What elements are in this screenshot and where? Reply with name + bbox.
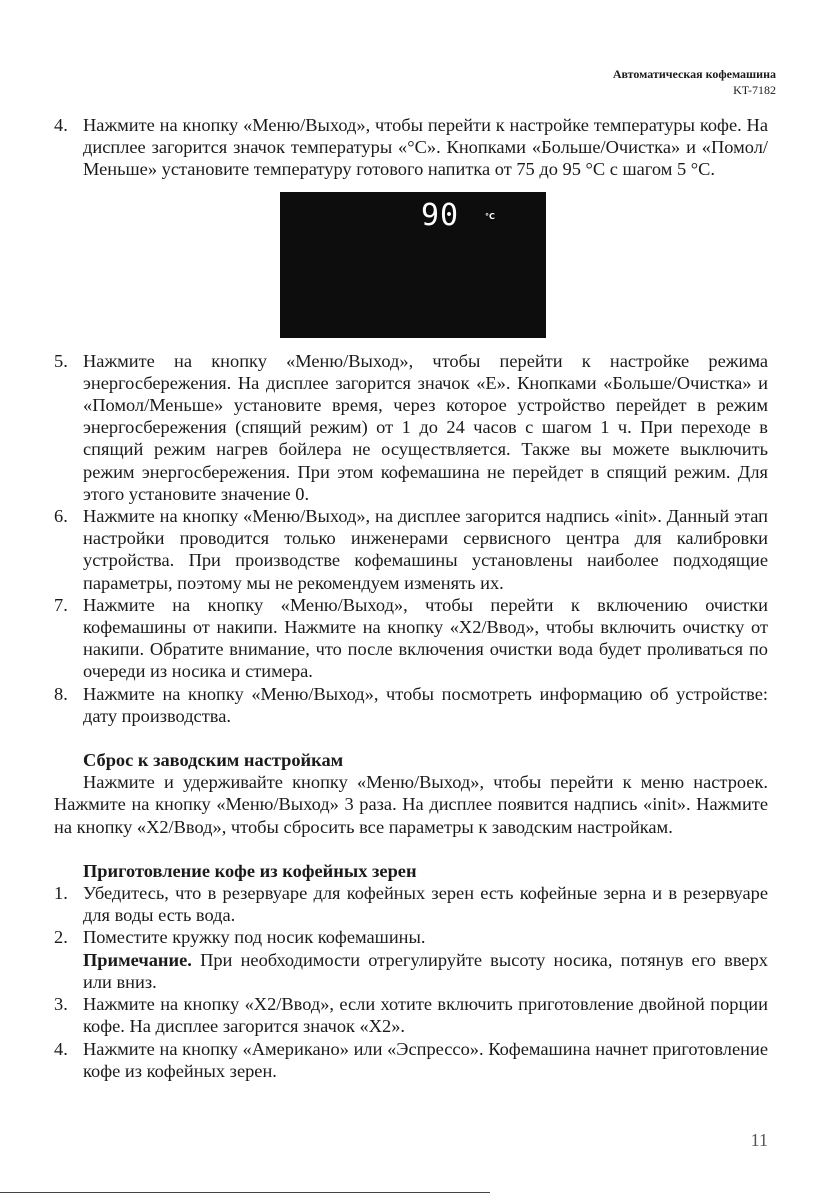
page-number: 11 xyxy=(750,1130,768,1150)
list-item xyxy=(54,882,768,926)
list-item-number: 5. xyxy=(54,350,68,371)
reset-section-text: Нажмите и удерживайте кнопку «Меню/Выход», чтобы перейти к меню настроек. Нажмите на кнопку «Меню/Выход» 3 раза. На дисплее появится надпись «init». Нажмите на кнопку «X2/Ввод», чтобы сбросить все параметры к заводским настройкам. xyxy=(54,772,768,837)
beans-section-title: Приготовление кофе из кофейных зерен xyxy=(83,860,417,881)
list-item-number: 3. xyxy=(54,994,68,1015)
note-label: Примечание. xyxy=(83,949,192,970)
list-item-number: 1. xyxy=(54,883,68,904)
list-item-number: 7. xyxy=(54,594,68,615)
list-item-number: 2. xyxy=(54,927,68,948)
list-item xyxy=(54,683,768,727)
list-item-number: 4. xyxy=(54,1038,68,1059)
page-content xyxy=(54,114,768,1082)
list-item-text: Убедитесь, что в резервуаре для кофейных зерен есть кофейные зерна и в резервуаре для воды есть вода. xyxy=(83,883,768,926)
list-item-number: 8. xyxy=(54,683,68,704)
list-item xyxy=(54,993,768,1037)
list-item-text: Нажмите на кнопку «X2/Ввод», если хотите включить приготовление двойной порции кофе. На дисплее загорится значок «X2». xyxy=(83,994,768,1037)
header-brand: Автоматическая кофемашина xyxy=(612,67,776,81)
list-item-number: 4. xyxy=(54,115,68,135)
list-item xyxy=(54,1038,768,1082)
list-item xyxy=(54,350,768,505)
footer-rule xyxy=(0,1192,490,1193)
note-text: При необходимости отрегулируйте высоту носика, потянув его вверх или вниз. xyxy=(83,949,768,992)
list-item-number: 6. xyxy=(54,506,68,527)
reset-section-title: Сброс к заводским настройкам xyxy=(83,750,344,771)
list-item-text: Нажмите на кнопку «Американо» или «Эспрессо». Кофемашина начнет приготовление кофе из кофейных зерен. xyxy=(83,1038,768,1081)
list-item-text: Нажмите на кнопку «Меню/Выход», чтобы перейти к настройке температуры кофе. На дисплее загорится значок температуры «°C». Кнопками «Больше/Очистка» и «Помол/Меньше» установите температуру готового напитка от 75 до 95 °C с шагом 5 °C. xyxy=(83,115,768,180)
list-item xyxy=(54,594,768,683)
list-item-text: Нажмите на кнопку «Меню/Выход», чтобы перейти к настройке режима энергосбережения. На дисплее загорится значок «E». Кнопками «Больше/Очистка» и «Помол/Меньше» установите время, через которое устройство перейдет в режим энергосбережения (спящий режим) от 1 до 24 часов с шагом 1 ч. При переходе в спящий режим нагрев бойлера не осуществляется. Также вы можете выключить режим энергосбережения. При этом кофемашина не перейдет в спящий режим. Для этого установите значение 0. xyxy=(83,350,768,504)
settings-list-part1 xyxy=(54,114,768,181)
display-temperature-value: 90 xyxy=(421,197,460,233)
list-item xyxy=(54,926,768,993)
list-item xyxy=(54,114,768,181)
settings-list-part2 xyxy=(54,350,768,727)
list-item-text: Нажмите на кнопку «Меню/Выход», чтобы посмотреть информацию об устройстве: дату производства. xyxy=(83,683,768,726)
list-item-text: Нажмите на кнопку «Меню/Выход», чтобы перейти к включению очистки кофемашины от накипи. Нажмите на кнопку «X2/Ввод», чтобы включить очистку от накипи. Обратите внимание, что после включения очистки вода будет проливаться по очереди из носика и стимера. xyxy=(83,594,768,682)
list-item-text: Нажмите на кнопку «Меню/Выход», на дисплее загорится надпись «init». Данный этап настройки проводится только инженерами сервисного центра для калибровки устройства. При производстве кофемашины установлены наиболее подходящие параметры, поэтому мы не рекомендуем изменять их. xyxy=(83,506,768,593)
list-item xyxy=(54,505,768,594)
header-model: KT-7182 xyxy=(733,83,776,97)
beans-steps-list xyxy=(54,882,768,1082)
page-header xyxy=(613,66,776,98)
display-illustration xyxy=(280,192,546,338)
list-item-text: Поместите кружку под носик кофемашины. xyxy=(83,927,426,948)
display-celsius-icon: °C xyxy=(485,211,495,221)
